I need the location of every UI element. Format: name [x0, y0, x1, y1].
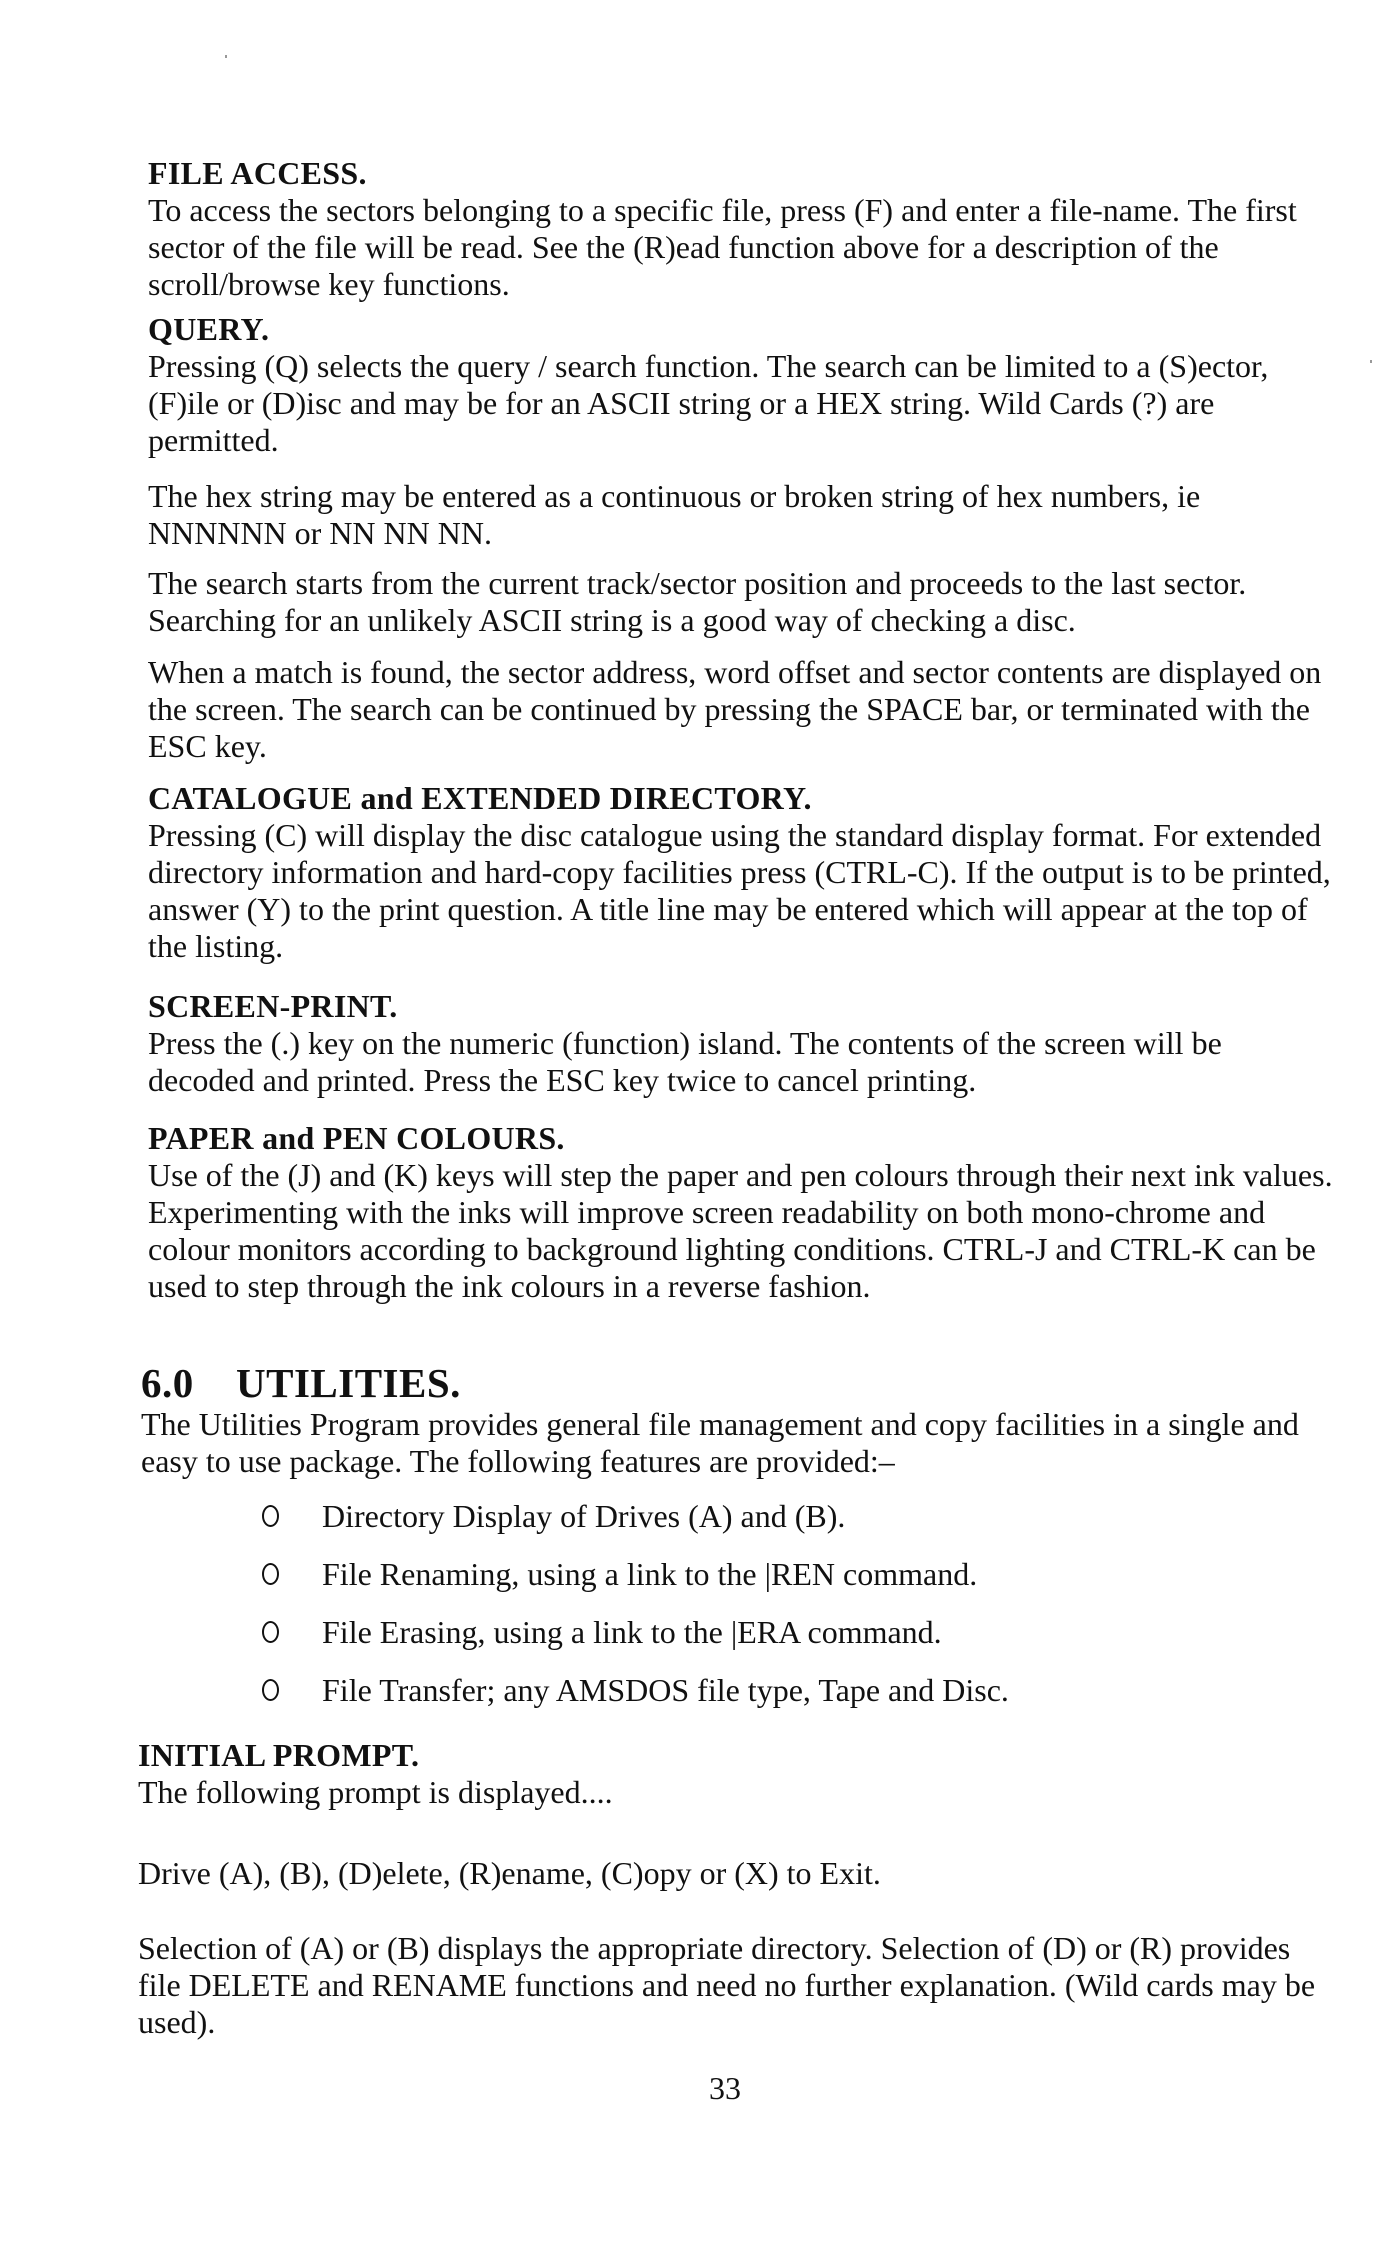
utilities-number: 6.0 — [141, 1360, 194, 1406]
file-access-body: To access the sectors belonging to a specific file, press (F) and enter a file-name. The first sector of the file will be read. See the (R)ead function above for a description of the scroll/browse key functions. — [148, 192, 1297, 302]
query-paragraph-4: When a match is found, the sector address, word offset and sector contents are displayed on the screen. The search can be continued by pressing the SPACE bar, or terminated with the ESC key. — [148, 654, 1322, 764]
initial-prompt-line: The following prompt is displayed.... — [138, 1774, 613, 1810]
query-section — [148, 311, 1333, 459]
list-item — [262, 1498, 1262, 1535]
query-paragraph-2: The hex string may be entered as a continuous or broken string of hex numbers, ie NNNNNN or NN NN NN. — [148, 478, 1201, 551]
selection-paragraph-block — [138, 1930, 1323, 2041]
circle-bullet-icon — [262, 1621, 279, 1643]
circle-bullet-icon — [262, 1563, 279, 1585]
screen-print-section — [148, 988, 1333, 1099]
circle-bullet-icon — [262, 1505, 279, 1527]
screen-print-heading: SCREEN-PRINT. — [148, 988, 398, 1024]
query-heading: QUERY. — [148, 311, 270, 347]
catalogue-body: Pressing (C) will display the disc catalogue using the standard display format. For extended directory information and hard-copy facilities press (CTRL-C). If the output is to be printed, answer (Y) to the print question. A title line may be entered which will appear at the top of the listing. — [148, 817, 1331, 964]
features-list — [262, 1498, 1262, 1730]
page-number: 33 — [709, 2070, 741, 2106]
feature-text: Directory Display of Drives (A) and (B). — [322, 1498, 846, 1534]
query-hex-paragraph — [148, 478, 1333, 552]
paper-pen-heading: PAPER and PEN COLOURS. — [148, 1120, 565, 1156]
query-search-paragraph — [148, 565, 1333, 639]
list-item — [262, 1672, 1262, 1709]
selection-paragraph: Selection of (A) or (B) displays the appropriate directory. Selection of (D) or (R) provides file DELETE and RENAME functions and need no further explanation. (Wild cards may be used). — [138, 1930, 1316, 2040]
feature-text: File Erasing, using a link to the |ERA command. — [322, 1614, 942, 1650]
paper-pen-section — [148, 1120, 1333, 1305]
initial-prompt-heading: INITIAL PROMPT. — [138, 1737, 420, 1773]
scan-speck — [225, 55, 227, 58]
list-item — [262, 1614, 1262, 1651]
utilities-heading — [141, 1360, 1326, 1406]
screen-print-body: Press the (.) key on the numeric (function) island. The contents of the screen will be decoded and printed. Press the ESC key twice to cancel printing. — [148, 1025, 1222, 1098]
file-access-heading: FILE ACCESS. — [148, 155, 367, 191]
utilities-title: UTILITIES. — [236, 1360, 461, 1406]
feature-text: File Transfer; any AMSDOS file type, Tape and Disc. — [322, 1672, 1009, 1708]
prompt-text: Drive (A), (B), (D)elete, (R)ename, (C)opy or (X) to Exit. — [138, 1855, 881, 1891]
utilities-intro: The Utilities Program provides general file management and copy facilities in a single and easy to use package. The following features are provided:– — [141, 1406, 1299, 1479]
query-match-paragraph — [148, 654, 1333, 765]
initial-prompt-section — [138, 1737, 1323, 1811]
utilities-section — [141, 1360, 1326, 1480]
file-access-section — [148, 155, 1333, 303]
feature-text: File Renaming, using a link to the |REN command. — [322, 1556, 978, 1592]
paper-pen-body: Use of the (J) and (K) keys will step the paper and pen colours through their next ink values. Experimenting with the inks will improve screen readability on both mono-chrome and colour monitors according to background lighting conditions. CTRL-J and CTRL-K can be used to step through the ink colours in a reverse fashion. — [148, 1157, 1333, 1304]
query-paragraph-3: The search starts from the current track/sector position and proceeds to the last sector. Searching for an unlikely ASCII string is a good way of checking a disc. — [148, 565, 1247, 638]
prompt-text-block — [138, 1855, 1323, 1892]
scan-speck — [1370, 360, 1372, 363]
list-item — [262, 1556, 1262, 1593]
circle-bullet-icon — [262, 1679, 279, 1701]
catalogue-section — [148, 780, 1333, 965]
query-paragraph-1: Pressing (Q) selects the query / search function. The search can be limited to a (S)ector, (F)ile or (D)isc and may be for an ASCII string or a HEX string. Wild Cards (?) are permitted. — [148, 348, 1269, 458]
catalogue-heading: CATALOGUE and EXTENDED DIRECTORY. — [148, 780, 812, 816]
